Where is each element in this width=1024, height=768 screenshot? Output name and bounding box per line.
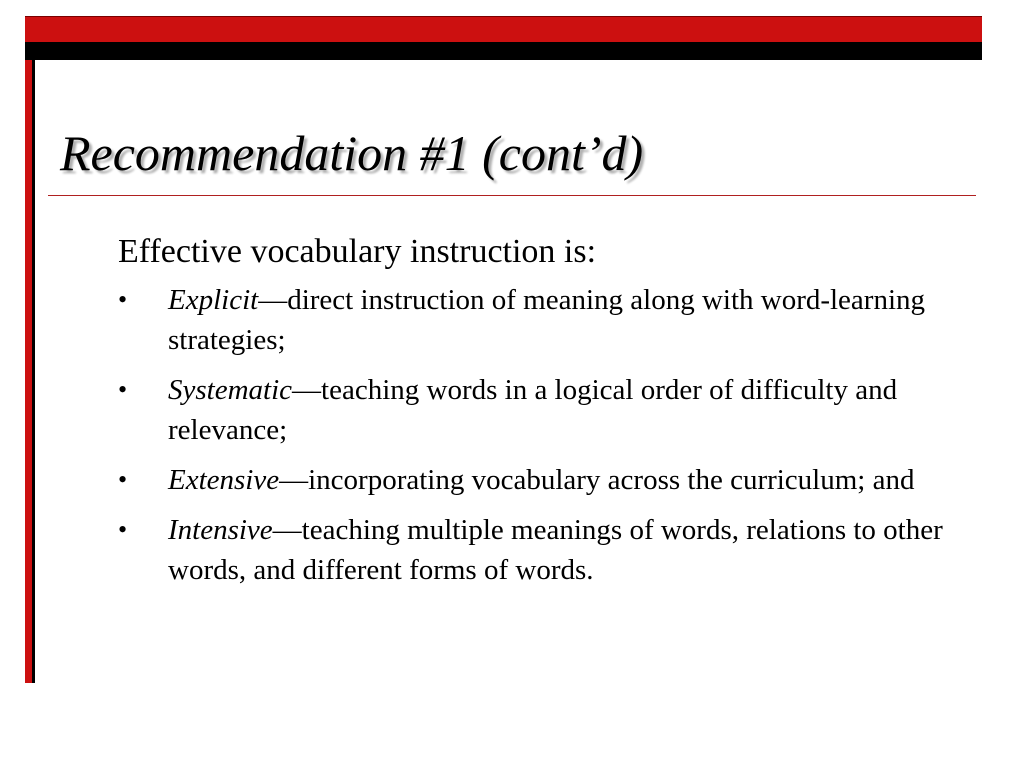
bullet-term: Extensive: [168, 464, 280, 496]
left-red-bar: [25, 60, 32, 683]
bullet-item-intensive: [118, 510, 978, 590]
bullet-icon: •: [118, 465, 128, 494]
bullet-text: —teaching multiple meanings of words, relations to other words, and different forms of words.: [168, 514, 943, 586]
bullet-item-explicit: [118, 280, 978, 360]
top-red-bar: [25, 16, 982, 43]
slide-title: Recommendation #1 (cont’d): [60, 125, 644, 181]
bullet-term: Systematic: [168, 374, 293, 406]
top-black-bar: [25, 42, 982, 60]
bullet-icon: •: [118, 375, 128, 404]
slide-body: [118, 230, 978, 600]
bullet-text: —direct instruction of meaning along with word-learning strategies;: [168, 284, 926, 356]
bullet-term: Intensive: [168, 514, 273, 546]
bullet-icon: •: [118, 515, 128, 544]
bullet-item-extensive: [118, 460, 978, 500]
bullet-item-systematic: [118, 370, 978, 450]
intro-text: Effective vocabulary instruction is:: [118, 233, 597, 270]
title-divider: [48, 195, 976, 196]
bullet-text: —incorporating vocabulary across the curriculum; and: [279, 464, 915, 496]
left-black-bar: [32, 60, 35, 683]
bullet-term: Explicit: [168, 284, 259, 316]
bullet-list: [118, 280, 978, 590]
bullet-text: —teaching words in a logical order of difficulty and relevance;: [168, 374, 898, 446]
bullet-icon: •: [118, 285, 128, 314]
